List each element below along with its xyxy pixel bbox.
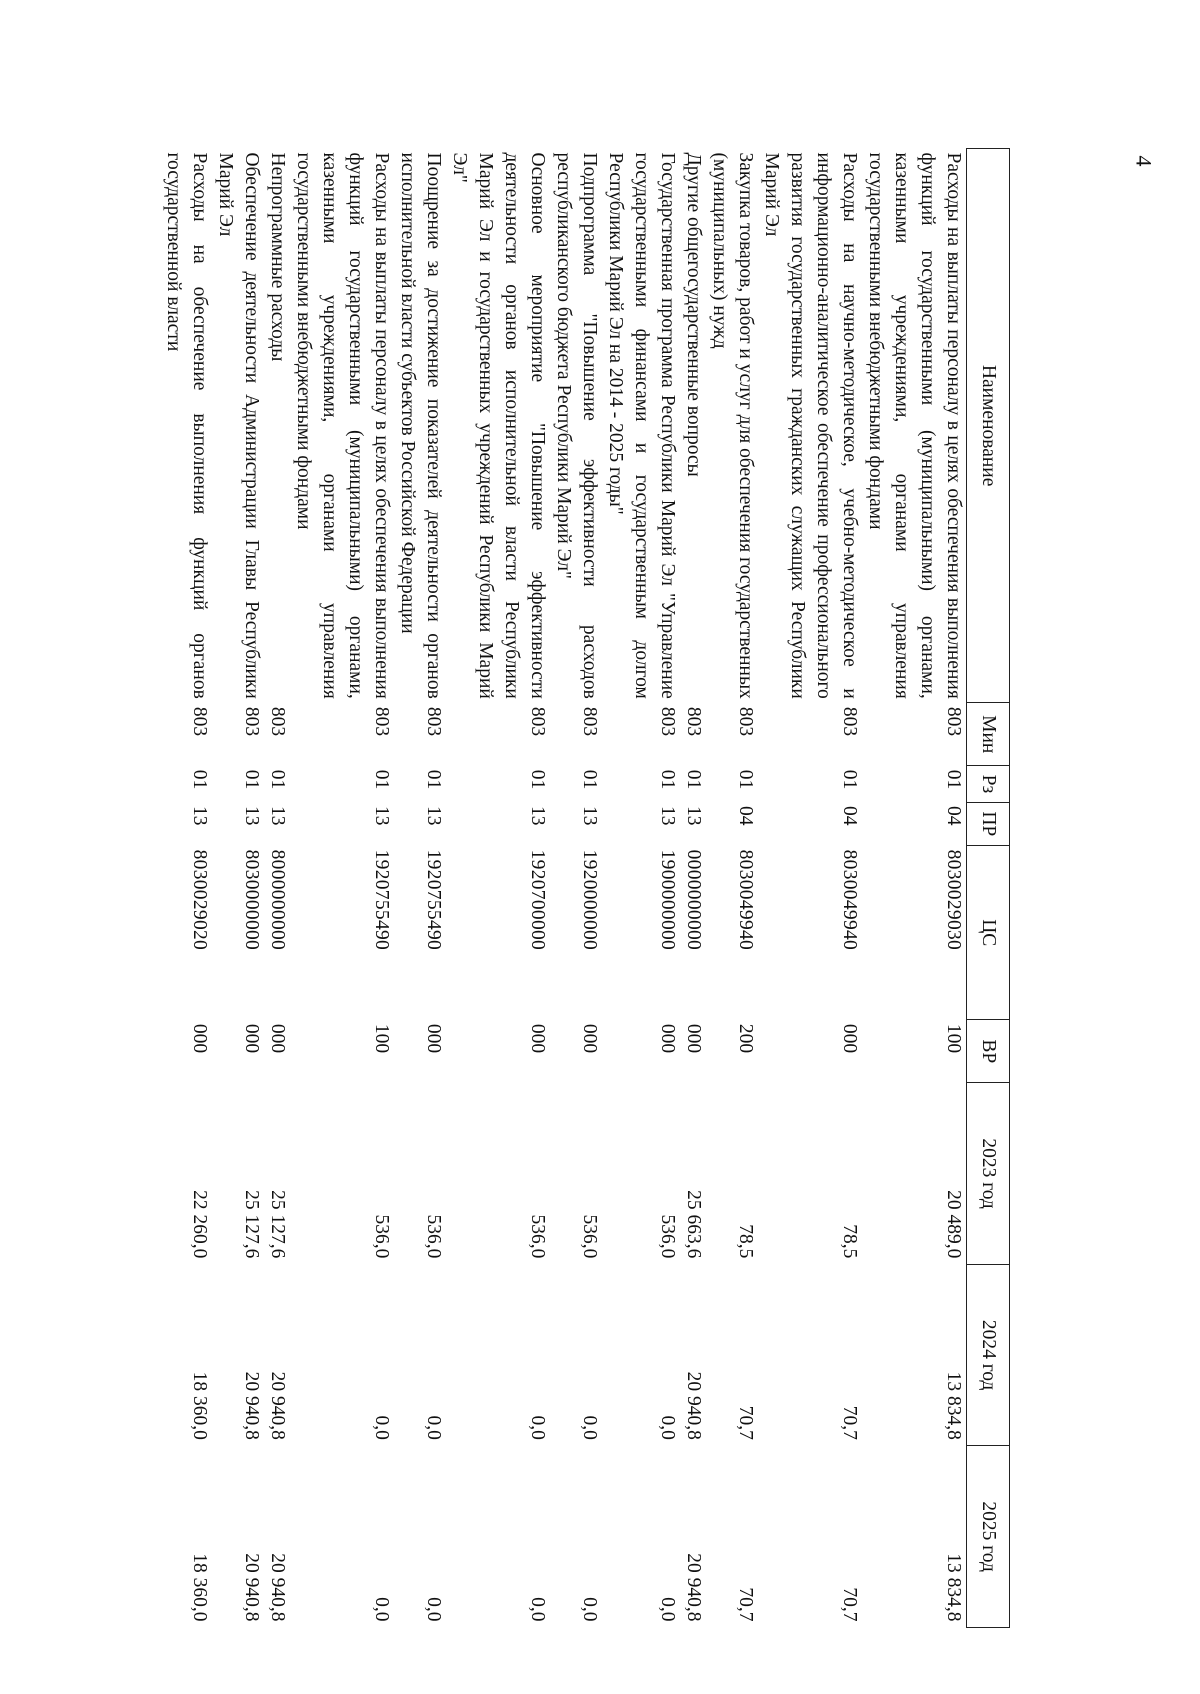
cell-min: 803 — [527, 706, 548, 737]
cell-name: Основное мероприятие "Повышение эффективности деятельности органов исполнительной власти Республики Марий Эл и государственных учреждений Республики Марий Эл" — [449, 152, 548, 699]
header-2023: 2023 год — [967, 1083, 1010, 1265]
table-row — [602, 149, 680, 1628]
cell-name: Непрограммные расходы — [267, 152, 288, 362]
cell-2025: 0,0 — [579, 1597, 600, 1622]
cell-min: 803 — [657, 706, 678, 737]
cell-min: 803 — [241, 706, 262, 737]
cell-2024: 0,0 — [579, 1415, 600, 1440]
cell-vr: 000 — [683, 1023, 704, 1054]
cell-vr: 000 — [579, 1023, 600, 1054]
cell-2025: 20 940,8 — [683, 1553, 704, 1622]
cell-2025: 13 834,8 — [943, 1553, 964, 1622]
cell-2024: 20 940,8 — [241, 1371, 262, 1440]
cell-rz: 01 — [735, 769, 756, 790]
cell-vr: 000 — [189, 1023, 210, 1054]
cell-rz: 01 — [189, 769, 210, 790]
cell-2023: 78,5 — [839, 1224, 860, 1259]
cell-cs: 1920755490 — [423, 849, 444, 951]
cell-vr: 000 — [839, 1023, 860, 1054]
cell-pr: 04 — [839, 806, 860, 826]
cell-vr: 100 — [943, 1023, 964, 1054]
cell-cs: 1920755490 — [371, 849, 392, 951]
cell-2025: 0,0 — [527, 1597, 548, 1622]
cell-vr: 000 — [527, 1023, 548, 1054]
cell-name: Государственная программа Республики Марий Эл "Управление государственными финансами и государственным долгом Республики Марий Эл на 2014 - 2025 годы" — [605, 152, 678, 699]
cell-name: Подпрограмма "Повышение эффективности расходов республиканского бюджета Республики Марий Эл" — [553, 152, 600, 699]
table-body — [156, 149, 967, 1628]
cell-2024: 70,7 — [839, 1405, 860, 1440]
cell-2023: 25 663,6 — [683, 1190, 704, 1259]
cell-name: Расходы на научно-методическое, учебно-методическое и информационно-аналитическое обеспечение профессионального развития государственных гражданских служащих Республики Марий Эл — [761, 152, 860, 699]
table-row — [862, 149, 967, 1628]
cell-2024: 20 940,8 — [267, 1371, 288, 1440]
cell-min: 803 — [189, 706, 210, 737]
cell-cs: 1900000000 — [657, 849, 678, 951]
cell-min: 803 — [579, 706, 600, 737]
cell-name: Другие общегосударственные вопросы — [683, 152, 704, 477]
cell-cs: 8030049940 — [735, 849, 756, 951]
cell-2023: 536,0 — [423, 1214, 444, 1259]
cell-rz: 01 — [241, 769, 262, 790]
cell-rz: 01 — [839, 769, 860, 790]
cell-vr: 000 — [657, 1023, 678, 1054]
cell-2024: 18 360,0 — [189, 1371, 210, 1440]
cell-2025: 20 940,8 — [241, 1553, 262, 1622]
cell-2023: 20 489,0 — [943, 1190, 964, 1259]
cell-vr: 000 — [423, 1023, 444, 1054]
cell-2024: 70,7 — [735, 1405, 756, 1440]
header-vr: ВР — [967, 1020, 1010, 1083]
table-row — [212, 149, 264, 1628]
header-cs: ЦС — [967, 846, 1010, 1020]
cell-pr: 13 — [371, 806, 392, 826]
cell-vr: 000 — [267, 1023, 288, 1054]
table-row — [550, 149, 602, 1628]
cell-rz: 01 — [371, 769, 392, 790]
cell-2024: 0,0 — [423, 1415, 444, 1440]
cell-pr: 13 — [241, 806, 262, 826]
table-row — [446, 149, 550, 1628]
cell-cs: 8030029020 — [189, 849, 210, 951]
header-2025: 2025 год — [967, 1446, 1010, 1628]
cell-2023: 536,0 — [657, 1214, 678, 1259]
cell-2025: 18 360,0 — [189, 1553, 210, 1622]
cell-name: Поощрение за достижение показателей деятельности органов исполнительной власти субъектов Российской Федерации — [397, 152, 444, 699]
cell-pr: 13 — [267, 806, 288, 826]
cell-min: 803 — [371, 706, 392, 737]
cell-2023: 78,5 — [735, 1224, 756, 1259]
cell-cs: 8030029030 — [943, 849, 964, 951]
cell-rz: 01 — [943, 769, 964, 790]
cell-2023: 536,0 — [371, 1214, 392, 1259]
cell-name: Обеспечение деятельности Администрации Главы Республики Марий Эл — [215, 152, 262, 699]
cell-2025: 70,7 — [735, 1587, 756, 1622]
cell-name: Расходы на обеспечение выполнения функций органов государственной власти — [163, 152, 210, 699]
cell-2025: 0,0 — [423, 1597, 444, 1622]
page-number: 4 — [1131, 155, 1157, 167]
cell-pr: 04 — [943, 806, 964, 826]
cell-pr: 13 — [683, 806, 704, 826]
cell-vr: 200 — [735, 1023, 756, 1054]
cell-pr: 04 — [735, 806, 756, 826]
header-min: Мин — [967, 703, 1010, 766]
cell-2025: 0,0 — [657, 1597, 678, 1622]
table-header — [967, 149, 1010, 1628]
budget-table — [156, 148, 1010, 1628]
cell-2025: 20 940,8 — [267, 1553, 288, 1622]
cell-cs: 8030000000 — [241, 849, 262, 951]
cell-2023: 536,0 — [579, 1214, 600, 1259]
cell-rz: 01 — [527, 769, 548, 790]
cell-2024: 0,0 — [371, 1415, 392, 1440]
cell-pr: 13 — [527, 806, 548, 826]
table-row — [758, 149, 862, 1628]
table-row — [290, 149, 394, 1628]
cell-min: 803 — [839, 706, 860, 737]
cell-2024: 0,0 — [657, 1415, 678, 1440]
cell-min: 803 — [943, 706, 964, 737]
cell-2023: 22 260,0 — [189, 1190, 210, 1259]
cell-2024: 13 834,8 — [943, 1371, 964, 1440]
header-name: Наименование — [967, 149, 1010, 703]
cell-2024: 0,0 — [527, 1415, 548, 1440]
header-rz: Рз — [967, 766, 1010, 802]
cell-min: 803 — [683, 706, 704, 737]
cell-min: 803 — [267, 706, 288, 737]
cell-pr: 13 — [189, 806, 210, 826]
cell-2023: 25 127,6 — [267, 1190, 288, 1259]
cell-rz: 01 — [579, 769, 600, 790]
cell-2023: 536,0 — [527, 1214, 548, 1259]
cell-cs: 8030049940 — [839, 849, 860, 951]
cell-rz: 01 — [683, 769, 704, 790]
cell-pr: 13 — [423, 806, 444, 826]
cell-min: 803 — [735, 706, 756, 737]
table-row — [264, 149, 290, 1628]
cell-vr: 000 — [241, 1023, 262, 1054]
cell-cs: 8000000000 — [267, 849, 288, 951]
cell-2024: 20 940,8 — [683, 1371, 704, 1440]
budget-table-container — [163, 148, 1010, 1628]
cell-min: 803 — [423, 706, 444, 737]
cell-vr: 100 — [371, 1023, 392, 1054]
cell-name: Расходы на выплаты персоналу в целях обеспечения выполнения функций государственными (муниципальными) органами, казенными учреждениями, органами управления государственными внебюджетными фондами — [293, 152, 392, 699]
cell-name: Расходы на выплаты персоналу в целях обеспечения выполнения функций государственными (муниципальными) органами, казенными учреждениями, органами управления государственными внебюджетными фондами — [865, 152, 964, 699]
cell-cs: 0000000000 — [683, 849, 704, 951]
cell-2025: 0,0 — [371, 1597, 392, 1622]
cell-cs: 1920700000 — [527, 849, 548, 951]
cell-rz: 01 — [423, 769, 444, 790]
table-row — [680, 149, 706, 1628]
cell-pr: 13 — [579, 806, 600, 826]
cell-rz: 01 — [657, 769, 678, 790]
cell-2023: 25 127,6 — [241, 1190, 262, 1259]
table-row — [394, 149, 446, 1628]
cell-2025: 70,7 — [839, 1587, 860, 1622]
table-row — [156, 149, 212, 1628]
cell-name: Закупка товаров, работ и услуг для обеспечения государственных (муниципальных) нужд — [709, 152, 756, 699]
cell-rz: 01 — [267, 769, 288, 790]
cell-pr: 13 — [657, 806, 678, 826]
header-2024: 2024 год — [967, 1264, 1010, 1446]
cell-cs: 1920000000 — [579, 849, 600, 951]
header-pr: ПР — [967, 802, 1010, 846]
table-row — [706, 149, 758, 1628]
